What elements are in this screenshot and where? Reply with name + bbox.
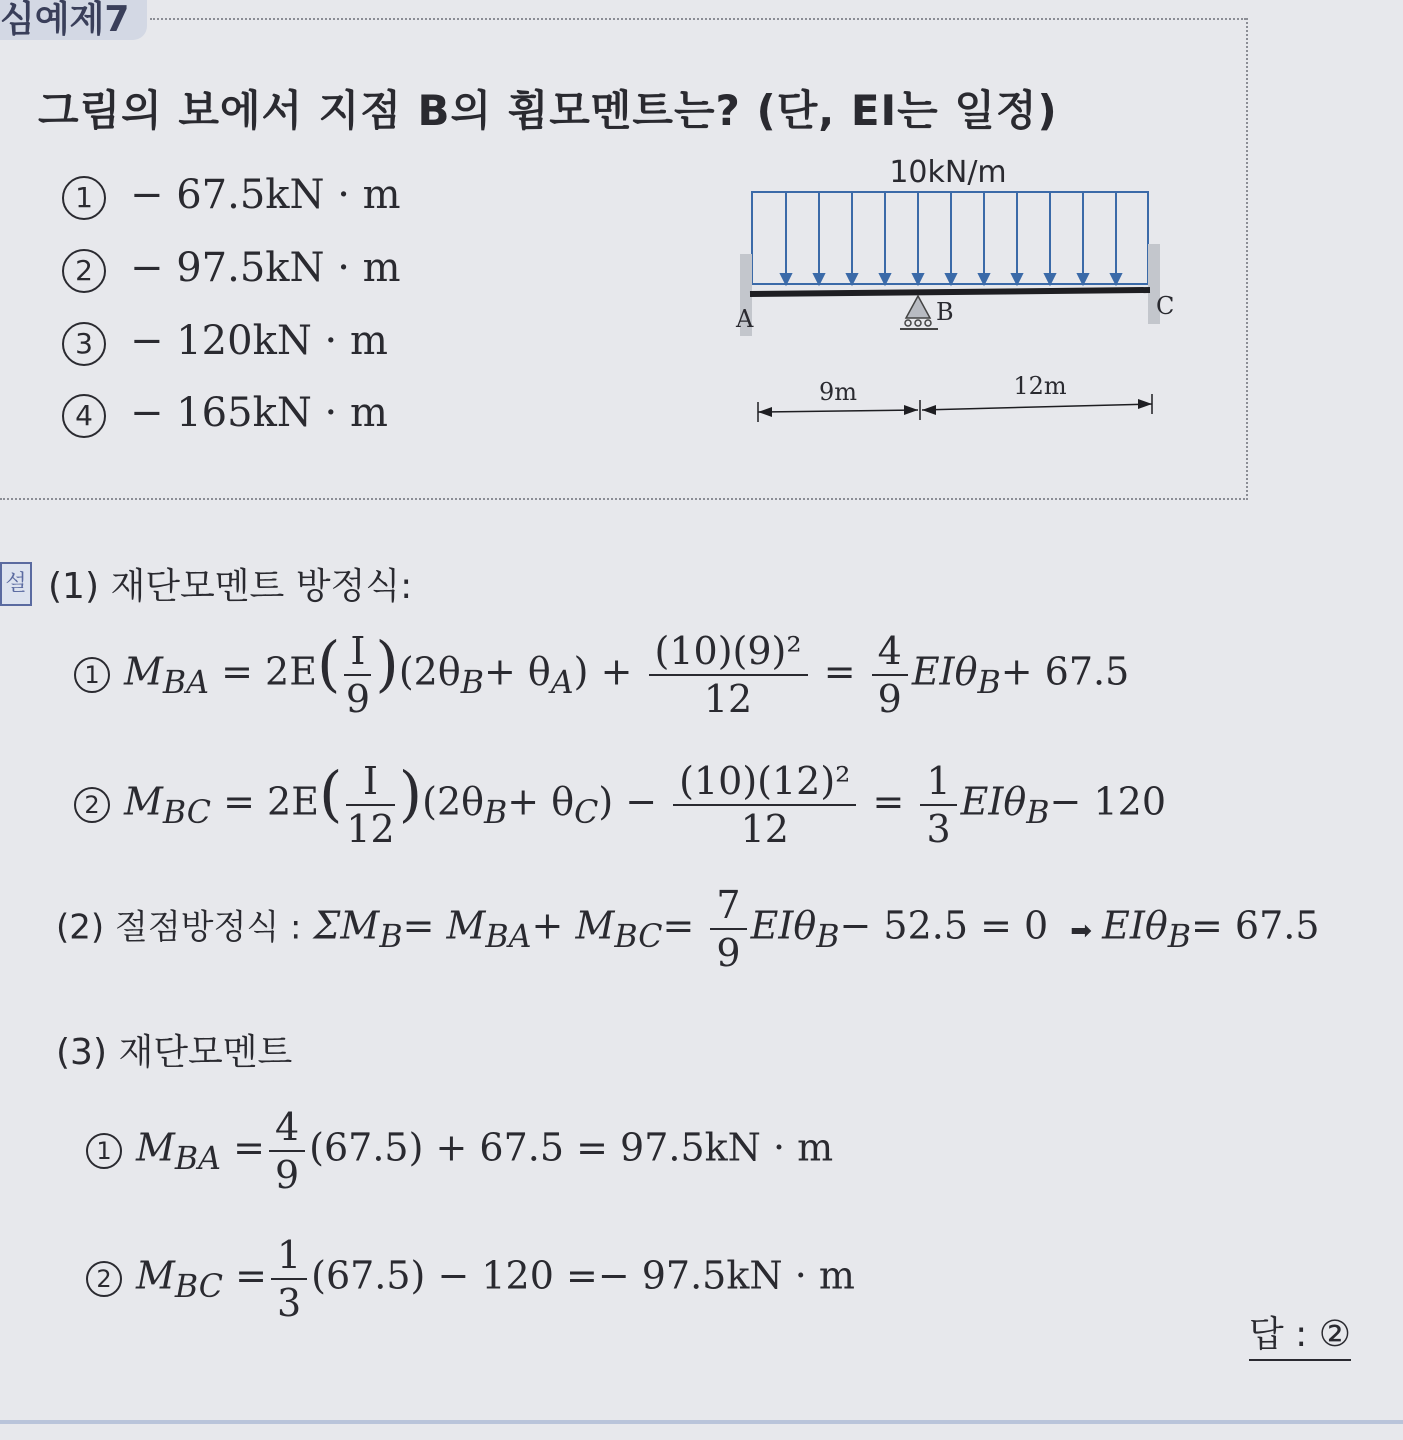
question-text: 그림의 보에서 지점 B의 휨모멘트는? (단, EI는 일정) <box>38 86 1058 135</box>
span-bc-label: 12m <box>1013 372 1067 400</box>
span-ab-label: 9m <box>818 378 858 406</box>
choice-3[interactable] <box>62 318 388 366</box>
choice-1[interactable] <box>62 172 401 220</box>
label-c: C <box>1156 292 1175 320</box>
load-arrows <box>781 192 1121 284</box>
page-bottom-line <box>0 1420 1403 1424</box>
choice-number: 4 <box>62 394 106 438</box>
step3-title: (3) 재단모멘트 <box>56 1032 293 1073</box>
problem-box-top-border <box>150 18 1246 20</box>
dim-line-bc <box>922 404 1152 410</box>
label-b: B <box>936 298 954 326</box>
choice-number: 2 <box>62 249 106 293</box>
eq-number: 2 <box>86 1261 122 1297</box>
choice-text: − 165kN · m <box>130 390 388 436</box>
choice-4[interactable] <box>62 390 388 438</box>
label-a: A <box>736 305 754 333</box>
choice-text: − 97.5kN · m <box>130 245 401 291</box>
solution-tag: 설 <box>0 562 32 606</box>
answer-label: 답 : ② <box>1249 1306 1351 1361</box>
equation-mba: 1 $M_{BA} = 2E$( $\frac{I}{9}$ )$(2\theta_B+ \theta_A)$ + $\frac{\text{(10)(9)²}}{12}$ = $\frac{4}{9}$ EIθ$_B$+ 67.5 <box>74 628 1129 722</box>
step1-title: (1) 재단모멘트 방정식: <box>48 566 413 607</box>
choice-text: − 120kN · m <box>130 318 388 364</box>
joint-equation: (2) 절점방정식 : $\Sigma M_B= M_{BA}+ M_{BC}=$ $\frac{7}{9}$ EIθ$_B$− 52.5 = 0 ➡ EIθ$_B$= 67.5 <box>56 883 1320 975</box>
choice-number: 1 <box>62 176 106 220</box>
load-label: 10kN/m <box>889 155 1007 190</box>
equation-mbc: 2 $M_{BC} = 2E$( $\frac{I}{12}$ )$(2\theta_B+ \theta_C)$ − $\frac{\text{(10)(12)²}}{12}$ = $\frac{1}{3}$ EIθ$_B$− 120 <box>74 758 1166 852</box>
dim-line-ab <box>758 410 918 412</box>
choice-text: − 67.5kN · m <box>130 172 401 218</box>
beam <box>750 290 1150 294</box>
eq-number: 1 <box>74 657 110 693</box>
choice-2[interactable] <box>62 245 401 293</box>
choice-number: 3 <box>62 322 106 366</box>
result-mba: 1 $M_{BA}$ = $\frac{4}{9}$ (67.5) + 67.5 = 97.5kN · m <box>86 1104 833 1198</box>
result-mbc: 2 $M_{BC}$ = $\frac{1}{3}$ (67.5) − 120 =− 97.5kN · m <box>86 1232 855 1326</box>
section-title: 심예제7 <box>0 0 147 40</box>
eq-number: 1 <box>86 1133 122 1169</box>
eq-number: 2 <box>74 787 110 823</box>
beam-figure <box>700 150 1200 440</box>
roller-support-b <box>906 296 930 318</box>
arrow-icon: ➡ <box>1070 915 1093 946</box>
